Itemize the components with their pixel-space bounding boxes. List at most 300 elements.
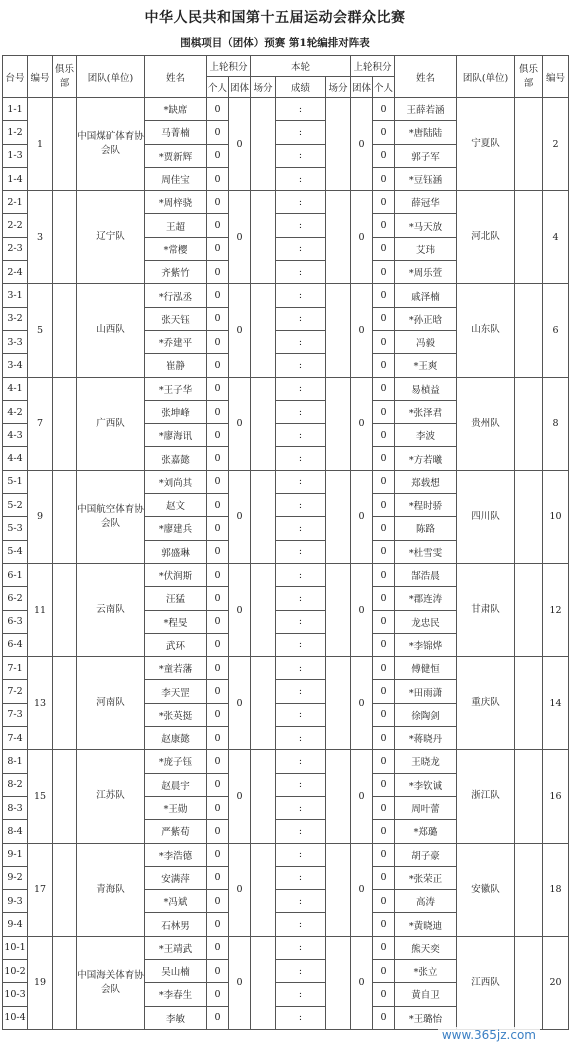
left-individual-points-cell: 0 xyxy=(207,1006,229,1029)
left-team-cell: 中国航空体育协会队 xyxy=(77,470,145,563)
watermark: www.365jz.com xyxy=(438,1027,540,1043)
right-player-name-cell: *杜雪雯 xyxy=(395,540,457,563)
right-player-name-cell: 熊天奕 xyxy=(395,936,457,959)
right-individual-points-cell: 0 xyxy=(373,284,395,307)
table-no-cell: 2-1 xyxy=(3,191,28,214)
table-no-cell: 8-3 xyxy=(3,796,28,819)
table-row xyxy=(3,377,569,400)
right-team-no-cell: 12 xyxy=(543,563,569,656)
table-no-cell: 9-3 xyxy=(3,890,28,913)
left-individual-points-cell: 0 xyxy=(207,307,229,330)
table-no-cell: 6-1 xyxy=(3,563,28,586)
left-player-name-cell: *贾新辉 xyxy=(145,144,207,167)
right-individual-points-cell: 0 xyxy=(373,796,395,819)
right-individual-points-cell: 0 xyxy=(373,750,395,773)
right-individual-points-cell: 0 xyxy=(373,470,395,493)
right-match-points-cell xyxy=(326,563,351,656)
left-team-no-cell: 5 xyxy=(28,284,53,377)
table-no-cell: 4-3 xyxy=(3,424,28,447)
left-individual-points-cell: 0 xyxy=(207,121,229,144)
right-player-name-cell: *张泽君 xyxy=(395,400,457,423)
left-match-points-cell xyxy=(251,284,276,377)
right-team-cell: 江西队 xyxy=(457,936,515,1029)
right-player-name-cell: 王薛若涵 xyxy=(395,98,457,121)
table-row xyxy=(3,470,569,493)
left-team-no-cell: 1 xyxy=(28,98,53,191)
left-team-points-cell: 0 xyxy=(229,377,251,470)
left-player-name-cell: *李春生 xyxy=(145,983,207,1006)
left-team-points-cell: 0 xyxy=(229,98,251,191)
header-points-left: 场分 xyxy=(251,77,276,98)
table-no-cell: 6-4 xyxy=(3,633,28,656)
right-team-cell: 宁夏队 xyxy=(457,98,515,191)
right-player-name-cell: *蒋晓丹 xyxy=(395,727,457,750)
right-team-no-cell: 16 xyxy=(543,750,569,843)
table-no-cell: 2-2 xyxy=(3,214,28,237)
right-individual-points-cell: 0 xyxy=(373,703,395,726)
right-match-points-cell xyxy=(326,843,351,936)
left-team-cell: 云南队 xyxy=(77,563,145,656)
result-cell: : xyxy=(276,703,326,726)
right-team-points-cell: 0 xyxy=(351,936,373,1029)
result-cell: : xyxy=(276,773,326,796)
table-no-cell: 3-4 xyxy=(3,354,28,377)
right-club-cell xyxy=(515,936,543,1029)
right-team-no-cell: 2 xyxy=(543,98,569,191)
result-cell: : xyxy=(276,191,326,214)
right-player-name-cell: *孙正晗 xyxy=(395,307,457,330)
left-club-cell xyxy=(53,936,77,1029)
left-player-name-cell: *廖海讯 xyxy=(145,424,207,447)
result-cell: : xyxy=(276,959,326,982)
result-cell: : xyxy=(276,563,326,586)
left-club-cell xyxy=(53,284,77,377)
left-team-cell: 山西队 xyxy=(77,284,145,377)
left-individual-points-cell: 0 xyxy=(207,237,229,260)
right-match-points-cell xyxy=(326,750,351,843)
left-individual-points-cell: 0 xyxy=(207,773,229,796)
right-player-name-cell: *王璐怡 xyxy=(395,1006,457,1029)
left-team-points-cell: 0 xyxy=(229,470,251,563)
right-team-cell: 山东队 xyxy=(457,284,515,377)
table-no-cell: 5-2 xyxy=(3,494,28,517)
table-no-cell: 4-4 xyxy=(3,447,28,470)
table-no-cell: 7-1 xyxy=(3,657,28,680)
left-player-name-cell: *张英挺 xyxy=(145,703,207,726)
right-match-points-cell xyxy=(326,284,351,377)
right-team-no-cell: 8 xyxy=(543,377,569,470)
right-team-points-cell: 0 xyxy=(351,563,373,656)
header-individual-left: 个人 xyxy=(207,77,229,98)
left-team-no-cell: 17 xyxy=(28,843,53,936)
right-team-no-cell: 20 xyxy=(543,936,569,1029)
left-club-cell xyxy=(53,657,77,750)
left-individual-points-cell: 0 xyxy=(207,983,229,1006)
header-individual-right: 个人 xyxy=(373,77,395,98)
result-cell: : xyxy=(276,237,326,260)
left-club-cell xyxy=(53,563,77,656)
header-table-no: 台号 xyxy=(3,56,28,98)
right-individual-points-cell: 0 xyxy=(373,424,395,447)
left-individual-points-cell: 0 xyxy=(207,913,229,936)
right-player-name-cell: *方若曦 xyxy=(395,447,457,470)
right-individual-points-cell: 0 xyxy=(373,214,395,237)
right-player-name-cell: 冯毅 xyxy=(395,330,457,353)
left-individual-points-cell: 0 xyxy=(207,703,229,726)
result-cell: : xyxy=(276,307,326,330)
left-individual-points-cell: 0 xyxy=(207,750,229,773)
right-individual-points-cell: 0 xyxy=(373,121,395,144)
result-cell: : xyxy=(276,214,326,237)
right-player-name-cell: *周乐萱 xyxy=(395,261,457,284)
left-team-no-cell: 3 xyxy=(28,191,53,284)
document-title: 中华人民共和国第十五届运动会群众比赛 xyxy=(144,10,406,26)
right-individual-points-cell: 0 xyxy=(373,517,395,540)
left-individual-points-cell: 0 xyxy=(207,494,229,517)
right-individual-points-cell: 0 xyxy=(373,98,395,121)
result-cell: : xyxy=(276,866,326,889)
result-cell: : xyxy=(276,540,326,563)
left-match-points-cell xyxy=(251,191,276,284)
left-player-name-cell: *常樱 xyxy=(145,237,207,260)
right-match-points-cell xyxy=(326,377,351,470)
left-player-name-cell: 安满萍 xyxy=(145,866,207,889)
header-points-right: 场分 xyxy=(326,77,351,98)
header-prev-points-right: 上轮积分 xyxy=(351,56,395,77)
left-player-name-cell: *王靖武 xyxy=(145,936,207,959)
result-cell: : xyxy=(276,167,326,190)
table-row xyxy=(3,563,569,586)
table-no-cell: 1-3 xyxy=(3,144,28,167)
left-individual-points-cell: 0 xyxy=(207,144,229,167)
table-row xyxy=(3,750,569,773)
result-cell: : xyxy=(276,680,326,703)
right-club-cell xyxy=(515,191,543,284)
result-cell: : xyxy=(276,261,326,284)
right-club-cell xyxy=(515,470,543,563)
result-cell: : xyxy=(276,144,326,167)
left-individual-points-cell: 0 xyxy=(207,727,229,750)
table-row xyxy=(3,936,569,959)
result-cell: : xyxy=(276,610,326,633)
left-individual-points-cell: 0 xyxy=(207,424,229,447)
right-individual-points-cell: 0 xyxy=(373,959,395,982)
right-player-name-cell: 陈路 xyxy=(395,517,457,540)
right-team-cell: 贵州队 xyxy=(457,377,515,470)
header-left-team: 团队(单位) xyxy=(77,56,145,98)
header-left-club: 俱乐部 xyxy=(53,56,77,98)
right-player-name-cell: 周叶蕾 xyxy=(395,796,457,819)
left-individual-points-cell: 0 xyxy=(207,843,229,866)
left-player-name-cell: 严紫荀 xyxy=(145,820,207,843)
left-team-no-cell: 19 xyxy=(28,936,53,1029)
left-team-no-cell: 15 xyxy=(28,750,53,843)
left-team-points-cell: 0 xyxy=(229,563,251,656)
left-team-cell: 广西队 xyxy=(77,377,145,470)
right-individual-points-cell: 0 xyxy=(373,237,395,260)
right-match-points-cell xyxy=(326,191,351,284)
left-club-cell xyxy=(53,98,77,191)
right-club-cell xyxy=(515,284,543,377)
result-cell: : xyxy=(276,330,326,353)
left-match-points-cell xyxy=(251,936,276,1029)
result-cell: : xyxy=(276,494,326,517)
left-individual-points-cell: 0 xyxy=(207,866,229,889)
right-team-cell: 安徽队 xyxy=(457,843,515,936)
header-right-club: 俱乐部 xyxy=(515,56,543,98)
right-individual-points-cell: 0 xyxy=(373,144,395,167)
result-cell: : xyxy=(276,400,326,423)
right-team-points-cell: 0 xyxy=(351,191,373,284)
left-individual-points-cell: 0 xyxy=(207,261,229,284)
right-club-cell xyxy=(515,377,543,470)
table-row xyxy=(3,657,569,680)
right-individual-points-cell: 0 xyxy=(373,587,395,610)
result-cell: : xyxy=(276,727,326,750)
right-individual-points-cell: 0 xyxy=(373,936,395,959)
left-individual-points-cell: 0 xyxy=(207,284,229,307)
left-individual-points-cell: 0 xyxy=(207,633,229,656)
right-player-name-cell: 高涛 xyxy=(395,890,457,913)
left-match-points-cell xyxy=(251,470,276,563)
right-team-points-cell: 0 xyxy=(351,750,373,843)
left-team-cell: 中国海关体育协会队 xyxy=(77,936,145,1029)
pairing-table xyxy=(2,55,569,1030)
right-team-cell: 浙江队 xyxy=(457,750,515,843)
left-player-name-cell: *伏润斯 xyxy=(145,563,207,586)
table-no-cell: 4-2 xyxy=(3,400,28,423)
left-match-points-cell xyxy=(251,843,276,936)
right-match-points-cell xyxy=(326,98,351,191)
table-row xyxy=(3,843,569,866)
right-team-cell: 重庆队 xyxy=(457,657,515,750)
left-player-name-cell: 郭盛琳 xyxy=(145,540,207,563)
left-club-cell xyxy=(53,750,77,843)
result-cell: : xyxy=(276,936,326,959)
left-player-name-cell: 王超 xyxy=(145,214,207,237)
left-team-points-cell: 0 xyxy=(229,936,251,1029)
right-individual-points-cell: 0 xyxy=(373,633,395,656)
left-team-points-cell: 0 xyxy=(229,191,251,284)
right-player-name-cell: 郭子军 xyxy=(395,144,457,167)
left-individual-points-cell: 0 xyxy=(207,98,229,121)
right-individual-points-cell: 0 xyxy=(373,843,395,866)
right-individual-points-cell: 0 xyxy=(373,773,395,796)
left-player-name-cell: *庞子钰 xyxy=(145,750,207,773)
left-player-name-cell: 李天罡 xyxy=(145,680,207,703)
left-individual-points-cell: 0 xyxy=(207,517,229,540)
right-player-name-cell: 胡子豪 xyxy=(395,843,457,866)
left-team-points-cell: 0 xyxy=(229,750,251,843)
left-individual-points-cell: 0 xyxy=(207,330,229,353)
table-no-cell: 8-1 xyxy=(3,750,28,773)
left-individual-points-cell: 0 xyxy=(207,563,229,586)
right-player-name-cell: 傅健恒 xyxy=(395,657,457,680)
right-team-cell: 四川队 xyxy=(457,470,515,563)
right-team-points-cell: 0 xyxy=(351,470,373,563)
table-no-cell: 5-1 xyxy=(3,470,28,493)
left-player-name-cell: 崔静 xyxy=(145,354,207,377)
right-individual-points-cell: 0 xyxy=(373,494,395,517)
left-player-name-cell: 张天钰 xyxy=(145,307,207,330)
right-team-cell: 河北队 xyxy=(457,191,515,284)
table-no-cell: 6-2 xyxy=(3,587,28,610)
left-individual-points-cell: 0 xyxy=(207,354,229,377)
left-player-name-cell: 张嘉懿 xyxy=(145,447,207,470)
left-player-name-cell: 石林男 xyxy=(145,913,207,936)
right-individual-points-cell: 0 xyxy=(373,890,395,913)
table-no-cell: 7-2 xyxy=(3,680,28,703)
left-player-name-cell: *廖建兵 xyxy=(145,517,207,540)
right-club-cell xyxy=(515,843,543,936)
result-cell: : xyxy=(276,470,326,493)
right-player-name-cell: 李波 xyxy=(395,424,457,447)
left-player-name-cell: *刘尚其 xyxy=(145,470,207,493)
table-no-cell: 4-1 xyxy=(3,377,28,400)
left-team-cell: 青海队 xyxy=(77,843,145,936)
right-team-points-cell: 0 xyxy=(351,377,373,470)
right-individual-points-cell: 0 xyxy=(373,1006,395,1029)
left-player-name-cell: 齐紫竹 xyxy=(145,261,207,284)
left-club-cell xyxy=(53,377,77,470)
result-cell: : xyxy=(276,657,326,680)
left-club-cell xyxy=(53,470,77,563)
left-player-name-cell: 吴山楠 xyxy=(145,959,207,982)
left-player-name-cell: *王勋 xyxy=(145,796,207,819)
left-individual-points-cell: 0 xyxy=(207,959,229,982)
right-club-cell xyxy=(515,657,543,750)
table-no-cell: 1-1 xyxy=(3,98,28,121)
result-cell: : xyxy=(276,913,326,936)
result-cell: : xyxy=(276,983,326,1006)
table-no-cell: 2-4 xyxy=(3,261,28,284)
header-left-name: 姓名 xyxy=(145,56,207,98)
right-player-name-cell: 戚泽楠 xyxy=(395,284,457,307)
left-individual-points-cell: 0 xyxy=(207,936,229,959)
left-match-points-cell xyxy=(251,98,276,191)
result-cell: : xyxy=(276,587,326,610)
left-player-name-cell: *冯斌 xyxy=(145,890,207,913)
left-player-name-cell: *乔建平 xyxy=(145,330,207,353)
right-player-name-cell: *郑璐 xyxy=(395,820,457,843)
left-individual-points-cell: 0 xyxy=(207,447,229,470)
left-player-name-cell: 武环 xyxy=(145,633,207,656)
right-team-points-cell: 0 xyxy=(351,843,373,936)
right-team-points-cell: 0 xyxy=(351,284,373,377)
table-no-cell: 7-4 xyxy=(3,727,28,750)
right-individual-points-cell: 0 xyxy=(373,261,395,284)
table-no-cell: 10-2 xyxy=(3,959,28,982)
result-cell: : xyxy=(276,377,326,400)
right-team-no-cell: 4 xyxy=(543,191,569,284)
document-subtitle: 围棋项目（团体）预赛 第1轮编排对阵表 xyxy=(180,37,370,49)
right-player-name-cell: 龙忠民 xyxy=(395,610,457,633)
left-team-points-cell: 0 xyxy=(229,284,251,377)
right-individual-points-cell: 0 xyxy=(373,563,395,586)
left-player-name-cell: 赵文 xyxy=(145,494,207,517)
right-individual-points-cell: 0 xyxy=(373,307,395,330)
table-no-cell: 3-2 xyxy=(3,307,28,330)
table-no-cell: 10-3 xyxy=(3,983,28,1006)
right-club-cell xyxy=(515,98,543,191)
right-player-name-cell: *张荣正 xyxy=(395,866,457,889)
left-player-name-cell: *李浩德 xyxy=(145,843,207,866)
header-right-team: 团队(单位) xyxy=(457,56,515,98)
right-individual-points-cell: 0 xyxy=(373,447,395,470)
left-individual-points-cell: 0 xyxy=(207,587,229,610)
table-no-cell: 1-4 xyxy=(3,167,28,190)
left-player-name-cell: *王子华 xyxy=(145,377,207,400)
table-no-cell: 8-4 xyxy=(3,820,28,843)
right-player-name-cell: *李锦烨 xyxy=(395,633,457,656)
left-team-cell: 河南队 xyxy=(77,657,145,750)
table-no-cell: 5-3 xyxy=(3,517,28,540)
result-cell: : xyxy=(276,447,326,470)
table-no-cell: 9-2 xyxy=(3,866,28,889)
result-cell: : xyxy=(276,1006,326,1029)
left-individual-points-cell: 0 xyxy=(207,610,229,633)
left-individual-points-cell: 0 xyxy=(207,796,229,819)
left-individual-points-cell: 0 xyxy=(207,820,229,843)
right-team-no-cell: 18 xyxy=(543,843,569,936)
right-individual-points-cell: 0 xyxy=(373,680,395,703)
left-player-name-cell: 汪猛 xyxy=(145,587,207,610)
table-row xyxy=(3,284,569,307)
right-match-points-cell xyxy=(326,470,351,563)
left-individual-points-cell: 0 xyxy=(207,657,229,680)
header-team-right: 团体 xyxy=(351,77,373,98)
right-player-name-cell: 薛冠华 xyxy=(395,191,457,214)
table-no-cell: 9-4 xyxy=(3,913,28,936)
left-team-cell: 辽宁队 xyxy=(77,191,145,284)
right-individual-points-cell: 0 xyxy=(373,866,395,889)
header-team-left: 团体 xyxy=(229,77,251,98)
table-no-cell: 9-1 xyxy=(3,843,28,866)
right-player-name-cell: 郑载想 xyxy=(395,470,457,493)
right-player-name-cell: *程时骄 xyxy=(395,494,457,517)
result-cell: : xyxy=(276,98,326,121)
header-prev-points-left: 上轮积分 xyxy=(207,56,251,77)
table-no-cell: 1-2 xyxy=(3,121,28,144)
left-individual-points-cell: 0 xyxy=(207,680,229,703)
result-cell: : xyxy=(276,820,326,843)
left-player-name-cell: *缺席 xyxy=(145,98,207,121)
right-player-name-cell: 艾玮 xyxy=(395,237,457,260)
result-cell: : xyxy=(276,796,326,819)
left-individual-points-cell: 0 xyxy=(207,191,229,214)
right-team-no-cell: 6 xyxy=(543,284,569,377)
result-cell: : xyxy=(276,890,326,913)
right-individual-points-cell: 0 xyxy=(373,820,395,843)
table-no-cell: 7-3 xyxy=(3,703,28,726)
right-player-name-cell: 徐陶剑 xyxy=(395,703,457,726)
table-no-cell: 10-1 xyxy=(3,936,28,959)
right-player-name-cell: 易楨益 xyxy=(395,377,457,400)
table-row xyxy=(3,98,569,121)
left-individual-points-cell: 0 xyxy=(207,540,229,563)
table-no-cell: 3-3 xyxy=(3,330,28,353)
table-no-cell: 5-4 xyxy=(3,540,28,563)
right-team-points-cell: 0 xyxy=(351,98,373,191)
right-individual-points-cell: 0 xyxy=(373,983,395,1006)
result-cell: : xyxy=(276,517,326,540)
left-match-points-cell xyxy=(251,563,276,656)
right-individual-points-cell: 0 xyxy=(373,400,395,423)
table-row xyxy=(3,191,569,214)
left-individual-points-cell: 0 xyxy=(207,470,229,493)
right-individual-points-cell: 0 xyxy=(373,354,395,377)
left-individual-points-cell: 0 xyxy=(207,377,229,400)
